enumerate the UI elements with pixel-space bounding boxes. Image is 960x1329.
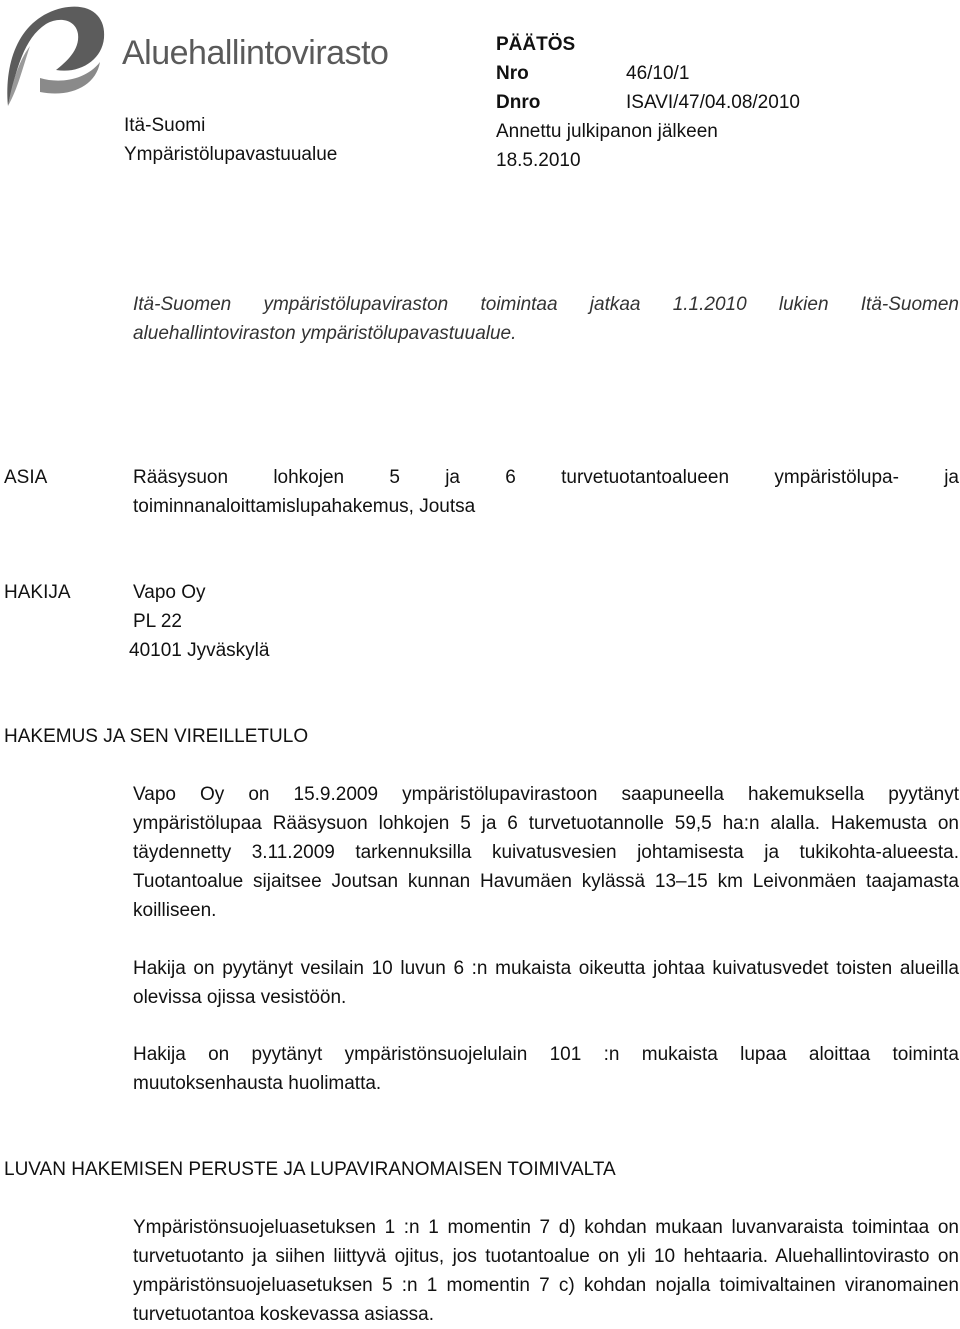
asia-text: Rääsysuon lohkojen 5 ja 6 turvetuotantoalueen ympäristölupa- ja toiminnanaloittamislupahakemus, Joutsa	[133, 467, 959, 517]
record-number-label: Dnro	[496, 92, 541, 113]
transition-notice: Itä-Suomen ympäristölupaviraston toimintaa jatkaa 1.1.2010 lukien Itä-Suomen aluehallintoviraston ympäristölupavastuualue.	[133, 294, 959, 344]
asia-label: ASIA	[4, 467, 48, 488]
applicant-name: Vapo Oy	[133, 582, 206, 603]
decision-title: PÄÄTÖS	[496, 34, 576, 55]
grounds-paragraph-1: Ympäristönsuojeluasetuksen 1 :n 1 momentin 7 d) kohdan mukaan luvanvaraista toimintaa on turvetuotanto ja siihen liittyvä ojitus, jos tuotantoalue on yli 10 hehtaaria. Aluehallintovirasto on ympäristönsuojeluasetuksen 5 :n 1 momentin 7 c) kohdan nojalla toimivaltainen viranomainen turvetuotantoa koskevassa asiassa.	[133, 1217, 959, 1325]
application-paragraph-3: Hakija on pyytänyt ympäristönsuojelulain 101 :n mukaista lupaa aloittaa toiminta muutoksenhausta huolimatta.	[133, 1044, 959, 1094]
section-heading-grounds: LUVAN HAKEMISEN PERUSTE JA LUPAVIRANOMAISEN TOIMIVALTA	[4, 1159, 616, 1180]
decision-number-value: 46/10/1	[626, 63, 690, 84]
region-name: Itä-Suomi	[124, 115, 206, 136]
decision-number-label: Nro	[496, 63, 529, 84]
responsibility-area: Ympäristölupavastuualue	[124, 144, 338, 165]
record-number-value: ISAVI/47/04.08/2010	[626, 92, 800, 113]
given-note: Annettu julkipanon jälkeen	[496, 121, 718, 142]
agency-logo-text: Aluehallintovirasto	[122, 34, 389, 72]
application-paragraph-2: Hakija on pyytänyt vesilain 10 luvun 6 :n mukaista oikeutta johtaa kuivatusvedet toisten alueilla olevissa ojissa vesistöön.	[133, 958, 959, 1008]
applicant-pobox: PL 22	[133, 611, 182, 632]
decision-date: 18.5.2010	[496, 150, 581, 171]
applicant-city: 40101 Jyväskylä	[129, 640, 270, 661]
section-heading-application: HAKEMUS JA SEN VIREILLETULO	[4, 726, 309, 747]
hakija-label: HAKIJA	[4, 582, 71, 603]
application-paragraph-1: Vapo Oy on 15.9.2009 ympäristölupavirastoon saapuneella hakemuksella pyytänyt ympäristölupaa Rääsysuon lohkojen 5 ja 6 turvetuotannolle 59,5 ha:n alalla. Hakemusta on täydennetty 3.11.2009 tarkennuksilla kuivatusvesien johtamisesta ja tukikohta-alueesta. Tuotantoalue sijaitsee Joutsan kunnan Havumäen kylässä 13–15 km Leivonmäen taajamasta koilliseen.	[133, 784, 959, 921]
agency-logo-icon	[0, 0, 112, 110]
